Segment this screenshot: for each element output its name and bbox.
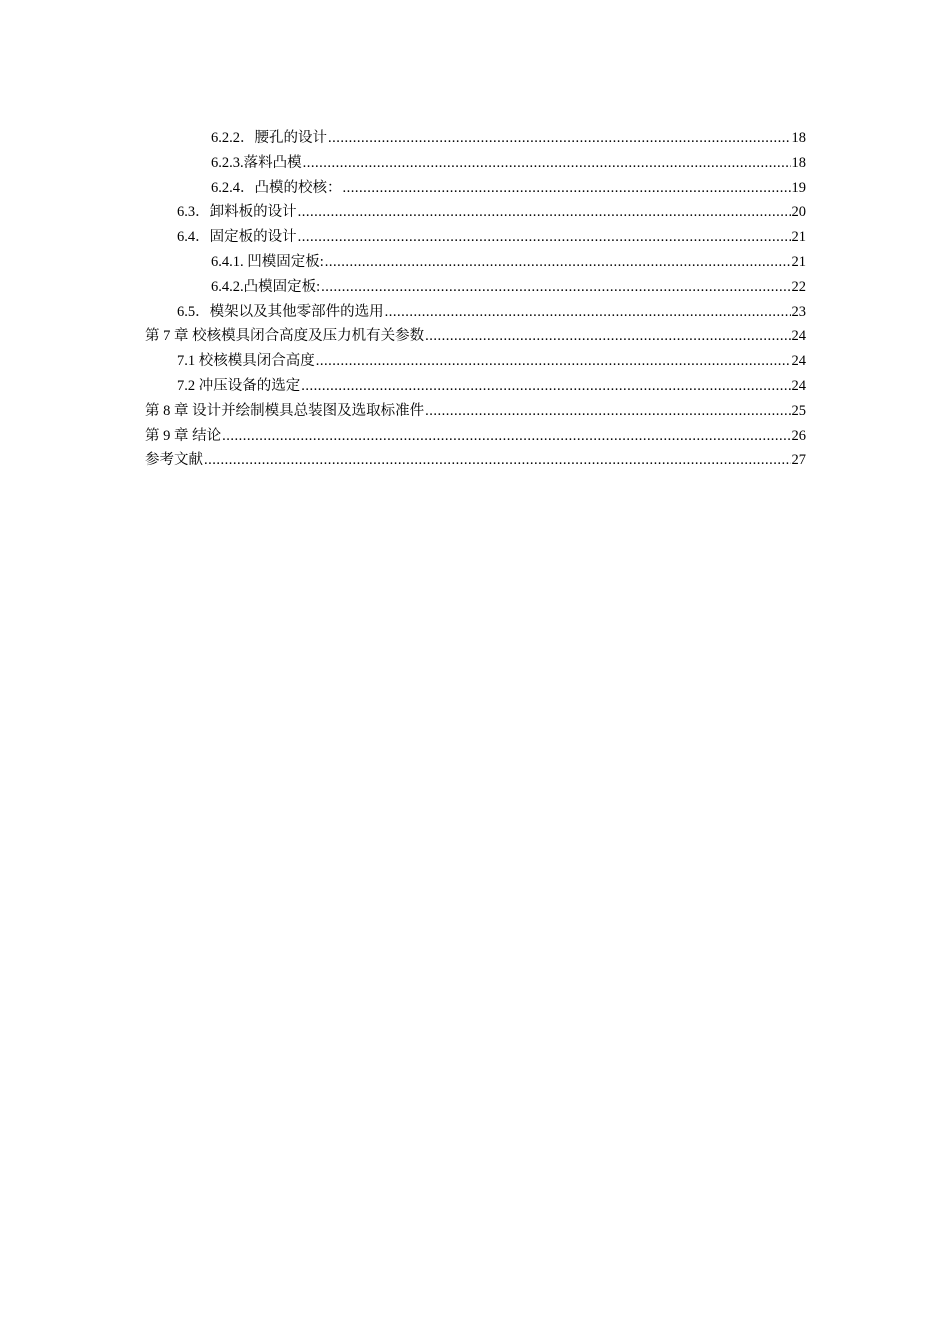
toc-entry-title: 6.5．模架以及其他零部件的选用 xyxy=(177,303,384,320)
toc-dot-leader xyxy=(343,176,791,201)
toc-dot-leader xyxy=(425,324,790,349)
toc-entry-page: 21 xyxy=(791,253,806,270)
toc-dot-leader xyxy=(298,225,791,250)
toc-dot-leader xyxy=(425,399,790,424)
toc-dot-leader xyxy=(301,374,790,399)
toc-dot-leader xyxy=(325,250,791,275)
toc-entry-title: 7.1 校核模具闭合高度 xyxy=(177,353,315,370)
toc-entry-page: 27 xyxy=(791,452,806,469)
toc-entry-chapter-8[interactable] xyxy=(145,399,806,424)
toc-entry-6-2-4[interactable] xyxy=(145,176,806,201)
toc-entry-page: 22 xyxy=(791,278,806,295)
toc-dot-leader xyxy=(321,275,790,300)
toc-entry-title: 参考文献 xyxy=(145,452,203,469)
toc-entry-title: 7.2 冲压设备的选定 xyxy=(177,377,301,394)
toc-dot-leader xyxy=(222,424,790,449)
toc-dot-leader xyxy=(298,200,791,225)
toc-entry-6-4-1[interactable] xyxy=(145,250,806,275)
toc-dot-leader xyxy=(204,448,791,473)
toc-entry-page: 24 xyxy=(791,377,806,394)
toc-entry-page: 24 xyxy=(791,328,806,345)
toc-entry-title: 6.2.4．凸模的校核： xyxy=(211,179,342,196)
toc-dot-leader xyxy=(328,126,791,151)
toc-entry-page: 20 xyxy=(791,204,806,221)
toc-entry-page: 24 xyxy=(791,353,806,370)
toc-entry-page: 21 xyxy=(791,229,806,246)
toc-entry-title: 6.3．卸料板的设计 xyxy=(177,204,297,221)
toc-dot-leader xyxy=(316,349,791,374)
toc-entry-chapter-7[interactable] xyxy=(145,324,806,349)
toc-entry-6-2-2[interactable] xyxy=(145,126,806,151)
toc-entry-page: 25 xyxy=(791,402,806,419)
toc-entry-references[interactable] xyxy=(145,448,806,473)
toc-entry-title: 6.4．固定板的设计 xyxy=(177,229,297,246)
toc-entry-6-2-3[interactable] xyxy=(145,151,806,176)
toc-entry-title: 6.2.2．腰孔的设计 xyxy=(211,130,327,146)
toc-entry-7-1[interactable] xyxy=(145,349,806,374)
toc-entry-6-4[interactable] xyxy=(145,225,806,250)
toc-entry-chapter-9[interactable] xyxy=(145,424,806,449)
toc-entry-title: 第 8 章 设计并绘制模具总装图及选取标准件 xyxy=(145,402,425,419)
toc-entry-title: 6.4.2.凸模固定板: xyxy=(211,278,321,295)
toc-entry-7-2[interactable] xyxy=(145,374,806,399)
toc-entry-6-4-2[interactable] xyxy=(145,275,806,300)
toc-dot-leader xyxy=(303,151,791,176)
toc-entry-6-5[interactable] xyxy=(145,300,806,325)
toc-entry-page: 26 xyxy=(791,427,806,444)
toc-entry-title: 第 9 章 结论 xyxy=(145,427,222,444)
toc-dot-leader xyxy=(385,300,791,325)
toc-entry-title: 6.4.1. 凹模固定板: xyxy=(211,253,324,270)
toc-entry-page: 19 xyxy=(791,179,806,196)
toc-entry-6-3[interactable] xyxy=(145,200,806,225)
toc-entry-page: 18 xyxy=(791,130,806,146)
toc-entry-page: 23 xyxy=(791,303,806,320)
table-of-contents xyxy=(145,126,806,473)
toc-entry-title: 6.2.3.落料凸模 xyxy=(211,154,302,171)
toc-entry-page: 18 xyxy=(791,154,806,171)
toc-entry-title: 第 7 章 校核模具闭合高度及压力机有关参数 xyxy=(145,328,425,345)
